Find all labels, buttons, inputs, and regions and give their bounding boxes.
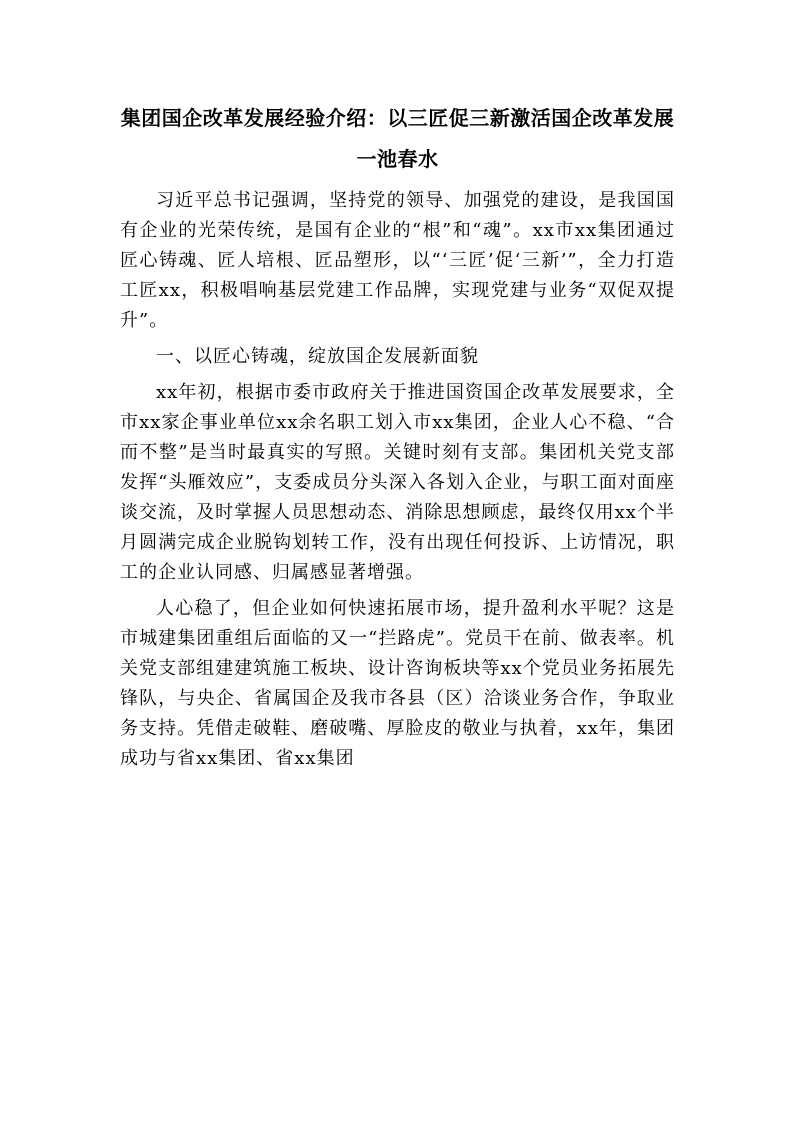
document-body [120,186,675,780]
body-paragraph: xx年初，根据市委市政府关于推进国资国企改革发展要求，全市xx家企事业单位xx余名职工划入市xx集团，企业人心不稳、“合而不整”是当时最真实的写照。关键时刻有支部。集团机关党支部发挥“头雁效应”，支委成员分头深入各划入企业，与职工面对面座谈交流，及时掌握人员思想动态、消除思想顾虑，最终仅用xx个半月圆满完成企业脱钩划转工作，没有出现任何投诉、上访情况，职工的企业认同感、归属感显著增强。 [120,382,675,583]
document-title: 集团国企改革发展经验介绍：以三匠促三新激活国企改革发展一池春水 [120,106,675,171]
section-heading: 一、以匠心铸魂，绽放国企发展新面貌 [156,346,479,367]
intro-paragraph: 习近平总书记强调，坚持党的领导、加强党的建设，是我国国有企业的光荣传统，是国有企业的“根”和“魂”。xx市xx集团通过匠心铸魂、匠人培根、匠品塑形，以“‘三匠’促‘三新’”，全力打造工匠xx，积极唱响基层党建工作品牌，实现党建与业务“双促双提升”。 [120,190,675,331]
body-paragraph: 人心稳了，但企业如何快速拓展市场，提升盈利水平呢？这是市城建集团重组后面临的又一“拦路虎”。党员干在前、做表率。机关党支部组建建筑施工板块、设计咨询板块等xx个党员业务拓展先锋队，与央企、省属国企及我市各县（区）洽谈业务合作，争取业务支持。凭借走破鞋、磨破嘴、厚脸皮的敬业与执着，xx年，集团成功与省xx集团、省xx集团 [120,598,675,769]
